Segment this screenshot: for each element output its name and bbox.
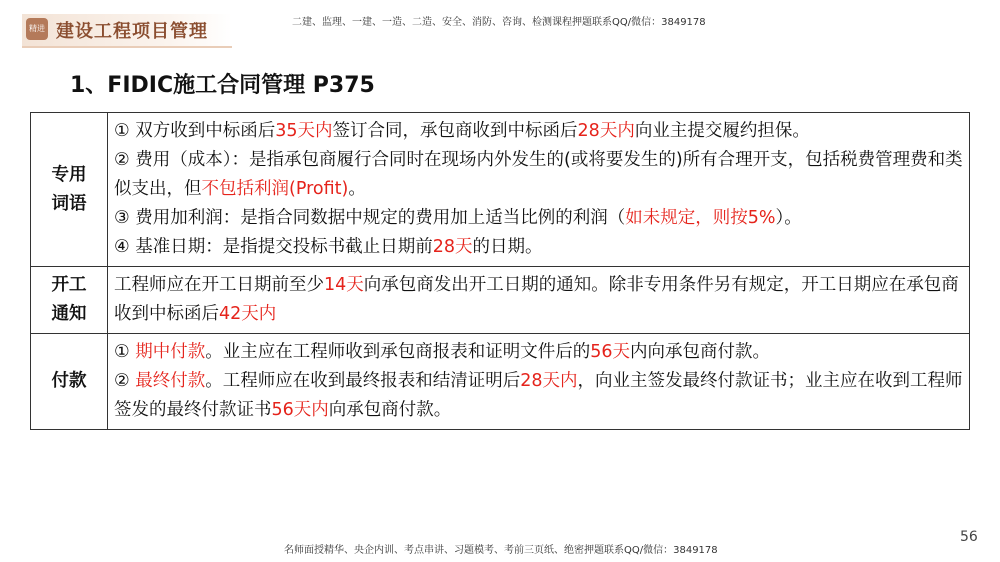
highlight-text: 35天内 [275,121,333,141]
body-text: 。业主应在工程师收到承包商报表和证明文件后的 [205,342,591,362]
body-text: 的日期。 [472,237,543,257]
body-text: ② 费用（成本）：是指承包商履行合同时在现场内外发生的(或将要发生的)所有合理开支，包括税费管理费和类似支出，但 [114,150,963,199]
table-row [31,334,970,430]
content-line [114,367,963,425]
highlight-text: 不包括利润(Profit) [201,179,349,199]
brand-logo-badge: 精进 [26,18,48,40]
highlight-text: 42天内 [219,304,277,324]
row-content [108,113,970,267]
highlight-text: 56天 [590,342,631,362]
brand-title: 建设工程项目管理 [56,21,208,42]
body-text: ① [114,342,136,362]
highlight-text: 28天内 [520,371,578,391]
highlight-text: 最终付款 [135,371,206,391]
brand-banner [22,14,232,48]
highlight-text: 期中付款 [135,342,206,362]
header-contact-note: 二建、监理、一建、一造、二造、安全、消防、咨询、检测课程押题联系QQ/微信：3849178 [292,17,706,28]
body-text: ② [114,371,136,391]
body-text: ③ 费用加利润：是指合同数据中规定的费用加上适当比例的利润（ [114,208,626,228]
body-text: 向承包商付款。 [328,400,452,420]
content-line [114,338,963,367]
page-title: 1、FIDIC施工合同管理 P375 [70,73,375,98]
highlight-text: 14天 [324,275,364,295]
body-text: 向承包商发出开工日期的通知。除非专用条件另有规定，开工日期应在承包商收到中标函后 [114,275,959,324]
body-text: 。工程师应在收到最终报表和结清证明后 [205,371,521,391]
highlight-text: 28天 [432,237,473,257]
content-table [30,112,970,430]
content-line [114,146,963,204]
row-label: 开工 通知 [31,267,108,334]
content-line [114,233,963,262]
content-line [114,204,963,233]
body-text: ）。 [775,208,802,228]
page-number: 56 [960,529,978,545]
body-text: 。 [348,179,366,199]
body-text: 向业主提交履约担保。 [634,121,810,141]
row-content [108,267,970,334]
content-line [114,117,963,146]
content-line [114,271,963,329]
body-text: 内向承包商付款。 [630,342,771,362]
highlight-text: 28天内 [577,121,635,141]
footer-contact-note: 名师面授精华、央企内训、考点串讲、习题模考、考前三页纸、绝密押题联系QQ/微信：3849178 [284,545,718,556]
table-row [31,267,970,334]
highlight-text: 如未规定，则按5% [625,208,776,228]
row-label: 专用 词语 [31,113,108,267]
body-text: ④ 基准日期：是指提交投标书截止日期前 [114,237,433,257]
row-label: 付款 [31,334,108,430]
table-row [31,113,970,267]
body-text: 签订合同，承包商收到中标函后 [332,121,578,141]
highlight-text: 56天内 [271,400,329,420]
body-text: ① 双方收到中标函后 [114,121,276,141]
body-text: ，向业主签发最终付款证书；业主应在收到工程师签发的最终付款证书 [114,371,963,420]
body-text: 工程师应在开工日期前至少 [114,275,324,295]
row-content [108,334,970,430]
